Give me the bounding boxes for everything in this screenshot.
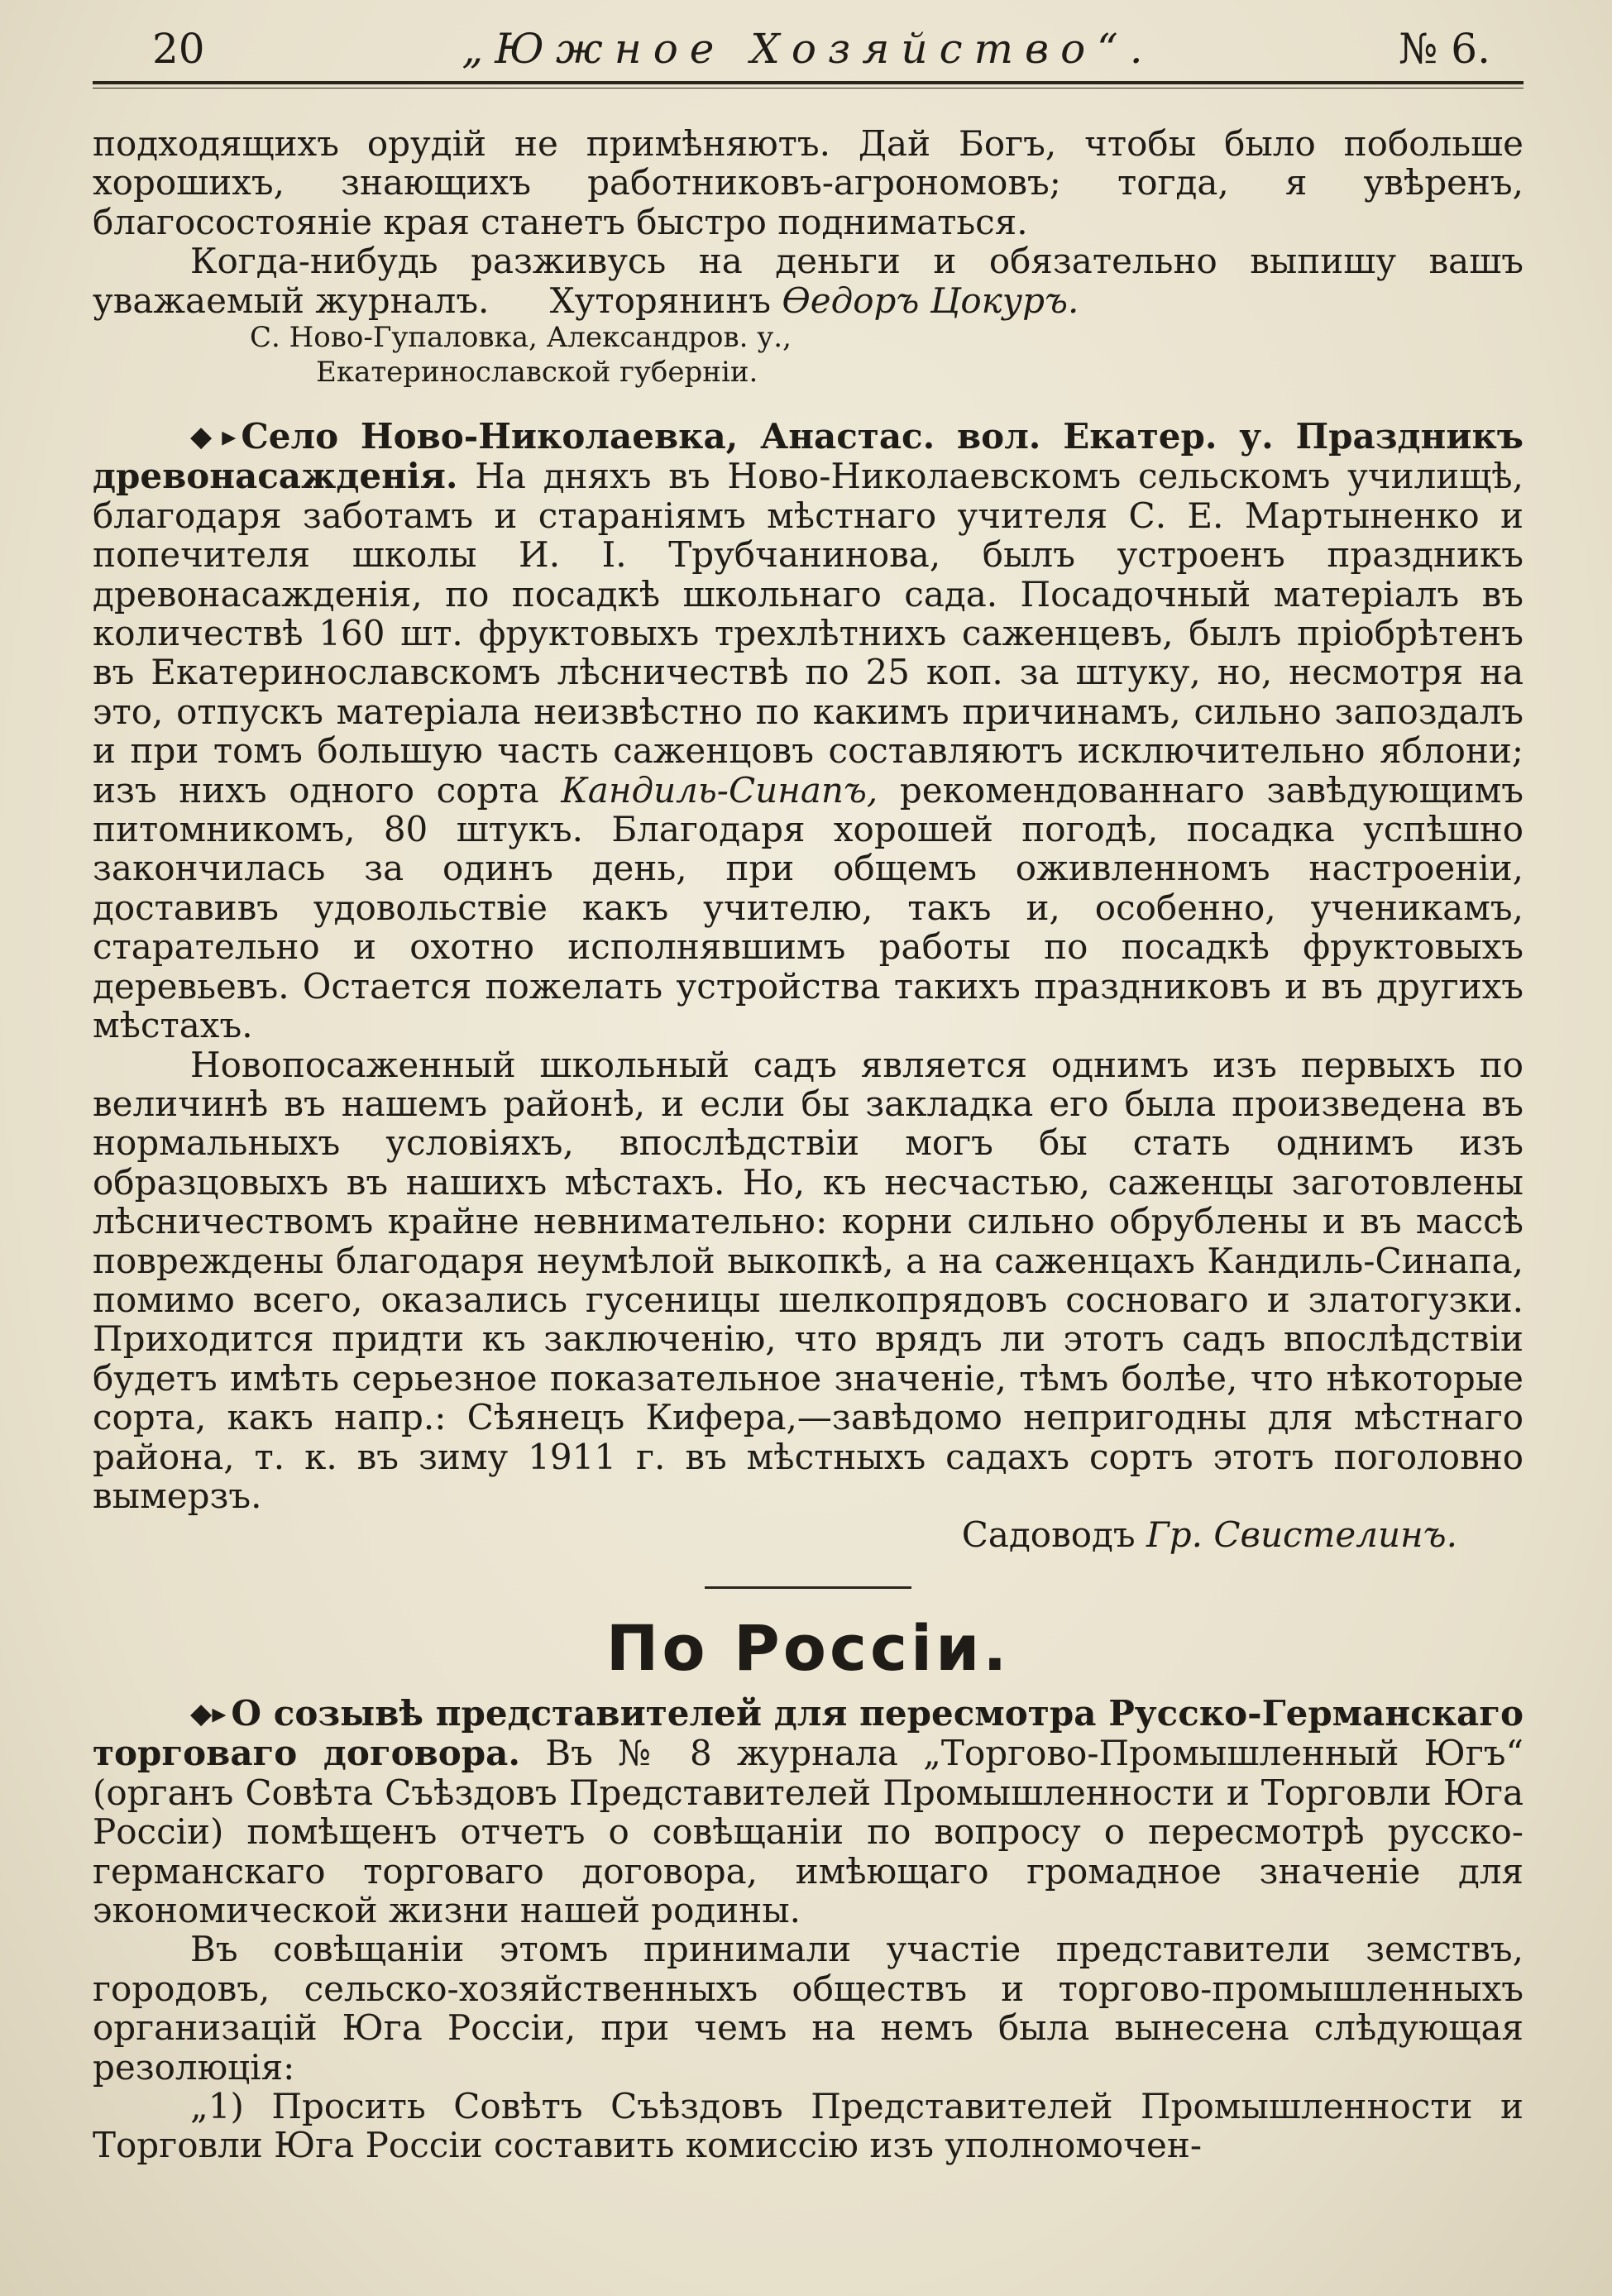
article-marker-icon: ◆▸ xyxy=(190,1697,227,1730)
header-rule xyxy=(93,81,1524,84)
article1-text-b: рекомендованнаго завѣдующимъ питомникомъ, 80 штукъ. Благодаря хорошей погодѣ, посадка успѣшно закончилась за одинъ день, при общемъ оживленномъ настроеніи, доставивъ удовольствіе какъ учителю, такъ и, особенно, ученикамъ, старательно и охотно исполнявшимъ работы по посадкѣ фруктовыхъ деревьевъ. Остается пожелать устройства такихъ праздниковъ и въ другихъ мѣстахъ. xyxy=(93,769,1524,1046)
letter-signature-name: Ѳедоръ Цокуръ. xyxy=(782,280,1079,321)
article1-signature-prefix: Садоводъ xyxy=(961,1514,1136,1556)
article2-paragraph1 xyxy=(93,1694,1524,1930)
article1-variety: Кандиль-Синапъ, xyxy=(561,769,878,811)
article2-paragraph2: Въ совѣщаніи этомъ принимали участіе представители земствъ, городовъ, сельско-хозяйственныхъ обществъ и торгово-промышленныхъ организацій Юга Россіи, при чемъ на немъ была вынесена слѣдующая резолюція: xyxy=(93,1929,1524,2088)
running-header xyxy=(93,25,1524,74)
page-number: 20 xyxy=(152,25,205,73)
article2-heading: О созывѣ представителей для пересмотра Русско-Германскаго торговаго договора. xyxy=(93,1693,1524,1774)
article-ovo-nikolaevka xyxy=(93,417,1524,1554)
section-title: По Россіи. xyxy=(605,1611,1011,1685)
issue-number: № 6. xyxy=(1399,25,1490,73)
article1-signature xyxy=(93,1515,1524,1554)
letter-closing xyxy=(93,242,1524,320)
letter-block xyxy=(93,124,1524,390)
journal-title: „Южное Хозяйство“. xyxy=(462,25,1155,73)
letter-address-line2: Екатеринославской губерніи. xyxy=(316,356,758,390)
article2-text: Въ № 8 журнала „Торгово-Промышленный Югъ“ (органъ Совѣта Съѣздовъ Представителей Промышленности и Торговли Юга Россіи) помѣщенъ отчетъ о совѣщаніи по вопросу о пересмотрѣ русско-германскаго торговаго договора, имѣющаго громадное значеніе для экономической жизни нашей родины. xyxy=(93,1733,1524,1931)
article1-signature-name: Гр. Свистелинъ. xyxy=(1146,1514,1457,1556)
article-marker-icon: ◆▸ xyxy=(190,420,237,453)
article2-paragraph3: „1) Просить Совѣтъ Съѣздовъ Представителей Промышленности и Торговли Юга Россіи составить комиссію изъ уполномочен- xyxy=(93,2086,1524,2166)
letter-closing-text: Когда-нибудь разживусь на деньги и обязательно выпишу вашъ уважаемый журналъ. xyxy=(93,241,1524,321)
letter-signature-prefix: Хуторянинъ xyxy=(549,280,771,321)
article1-text-a: На дняхъ въ Ново-Николаевскомъ сельскомъ училищѣ, благодаря заботамъ и стараніямъ мѣстнаго учителя С. Е. Мартыненко и попечителя школы И. І. Трубчанинова, былъ устроенъ праздникъ древонасажденія, по посадкѣ школьнаго сада. Посадочный матеріалъ въ количествѣ 160 шт. фруктовыхъ трехлѣтнихъ саженцевъ, былъ пріобрѣтенъ въ Екатеринославскомъ лѣсничествѣ по 25 коп. за штуку, но, несмотря на это, отпускъ матеріала неизвѣстно по какимъ причинамъ, сильно запоздалъ и при томъ большую часть саженцовъ составляютъ исключительно яблони; изъ нихъ одного сорта xyxy=(93,456,1524,811)
section-divider xyxy=(705,1586,911,1589)
article-trade-treaty xyxy=(93,1694,1524,2165)
letter-address-line1: С. Ново-Гупаловка, Александров. у., xyxy=(250,321,792,355)
article1-paragraph1 xyxy=(93,417,1524,1045)
article1-paragraph2: Новопосаженный школьный садъ является однимъ изъ первыхъ по величинѣ въ нашемъ районѣ, и если бы закладка его была произведена въ нормальныхъ условіяхъ, впослѣдствіи могъ бы стать однимъ изъ образцовыхъ въ нашихъ мѣстахъ. Но, къ несчастью, саженцы заготовлены лѣсничествомъ крайне невнимательно: корни сильно обрублены и въ массѣ повреждены благодаря неумѣлой выкопкѣ, а на саженцахъ Кандиль-Синапа, помимо всего, оказались гусеницы шелкопрядовъ сосноваго и златогузки. Приходится придти къ заключенію, что врядъ ли этотъ садъ впослѣдствіи будетъ имѣть серьезное показательное значеніе, тѣмъ болѣе, что нѣкоторые сорта, какъ напр.: Сѣянецъ Кифера,—завѣдомо непригодны для мѣстнаго района, т. к. въ зиму 1911 г. въ мѣстныхъ садахъ сортъ этотъ поголовно вымерзъ. xyxy=(93,1044,1524,1516)
article1-heading: Село Ново-Николаевка, Анастас. вол. Екатер. у. Праздникъ древонасажденія. xyxy=(93,416,1524,497)
letter-paragraph: подходящихъ орудій не примѣняютъ. Дай Богъ, чтобы было побольше хорошихъ, знающихъ работниковъ-агрономовъ; тогда, я увѣренъ, благосостояніе края станетъ быстро подниматься. xyxy=(93,123,1524,242)
